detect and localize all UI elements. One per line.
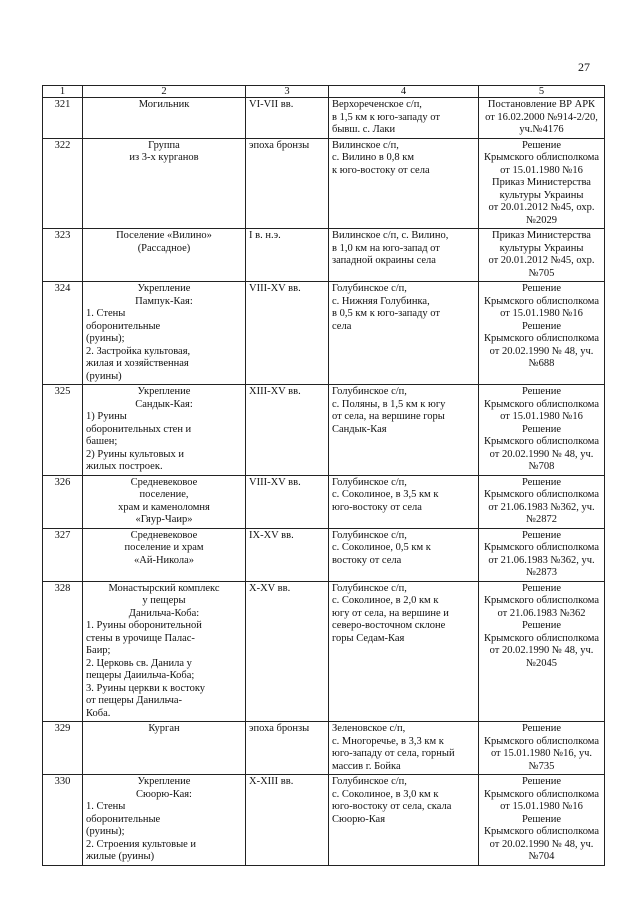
period-cell: VI-VII вв. <box>246 98 329 139</box>
name-line: жилые (руины) <box>86 851 155 862</box>
location-line: с. Соколиное, в 3,0 км к <box>332 788 439 800</box>
location-line: западной окраины села <box>332 255 436 266</box>
document-line: Решение <box>521 139 561 151</box>
name-line: 1. Руины оборонительной <box>86 620 202 631</box>
period-cell: эпоха бронзы <box>246 722 329 775</box>
location-cell <box>329 229 479 282</box>
document-cell <box>479 475 605 528</box>
row-number-cell: 328 <box>43 581 83 722</box>
document-line: от 15.01.1980 №16 <box>500 411 583 422</box>
location-line: Голубинское с/п, <box>332 283 407 294</box>
location-line: с. Соколиное, в 2,0 км к <box>332 595 439 606</box>
name-line: Данильча-Коба: <box>128 607 200 619</box>
location-line: юго-западу от села, горный <box>332 748 455 759</box>
location-cell <box>329 138 479 229</box>
table-row <box>43 229 605 282</box>
name-line: (руины) <box>86 370 122 382</box>
period-cell: XIII-XV вв. <box>246 385 329 476</box>
document-line: Крымского облисполкома <box>483 152 600 163</box>
document-line: Крымского облисполкома <box>483 788 600 800</box>
location-line: Голубинское с/п, <box>332 476 407 488</box>
document-line: от 21.06.1983 №362, уч.№2872 <box>488 501 595 525</box>
document-line: Постановление ВР АРК <box>487 99 596 110</box>
location-line: юго-востоку от села <box>332 501 422 513</box>
name-line: (руины); <box>86 333 125 344</box>
monument-name-cell <box>83 775 246 866</box>
document-line: Крымского облисполкома <box>483 595 600 606</box>
name-line: оборонительные <box>86 320 161 332</box>
name-line: «Ай-Никола» <box>134 554 194 566</box>
document-line: уч.№4176 <box>519 124 564 135</box>
name-line: поселение и храм <box>124 542 204 553</box>
document-line: Решение <box>521 423 561 435</box>
monument-name-cell <box>83 229 246 282</box>
location-line: Вилинское с/п, с. Вилино, <box>332 230 449 241</box>
location-line: Сандык-Кая <box>332 423 387 435</box>
name-line: 2. Застройка культовая, <box>86 345 191 357</box>
row-number-cell: 326 <box>43 475 83 528</box>
document-line: Крымского облисполкома <box>483 333 600 344</box>
name-line: 2. Церковь св. Данилa у <box>86 657 192 669</box>
location-line: с. Многоречье, в 3,3 км к <box>332 735 444 747</box>
location-line: югу от села, на вершине и <box>332 607 449 619</box>
document-cell <box>479 98 605 139</box>
location-line: в 1,5 км к юго-западу от <box>332 111 440 123</box>
location-cell <box>329 282 479 385</box>
period-cell: X-XIII вв. <box>246 775 329 866</box>
document-line: Крымского облисполкома <box>483 632 600 644</box>
period-cell: VIII-XV вв. <box>246 475 329 528</box>
monument-name-cell <box>83 722 246 775</box>
document-cell <box>479 282 605 385</box>
document-line: от 21.06.1983 №362, уч.№2873 <box>488 554 595 578</box>
name-line: Пампук-Кая: <box>135 295 193 307</box>
document-line: от 15.01.1980 №16 <box>500 801 583 812</box>
location-line: с. Соколиное, 0,5 км к <box>332 542 431 553</box>
location-cell <box>329 475 479 528</box>
document-line: Крымского облисполкома <box>483 542 600 553</box>
table-row <box>43 581 605 722</box>
document-line: Крымского облисполкома <box>483 398 600 410</box>
period-cell: VIII-XV вв. <box>246 282 329 385</box>
document-line: от 20.02.1990 № 48, уч.№2045 <box>489 645 594 669</box>
name-line: Баир; <box>86 645 111 656</box>
name-line: башен; <box>86 436 118 447</box>
monument-name-cell <box>83 138 246 229</box>
location-line: горы Седам-Кая <box>332 632 405 644</box>
name-line: Поселение «Вилино» <box>116 230 212 241</box>
name-line: оборонительные <box>86 813 161 825</box>
document-line: Крымского облисполкома <box>483 436 600 447</box>
row-number-cell: 323 <box>43 229 83 282</box>
monument-name-cell <box>83 581 246 722</box>
location-line: Голубинское с/п, <box>332 582 407 594</box>
document-line: культуры Украины <box>499 242 584 254</box>
location-cell <box>329 581 479 722</box>
name-line: Монастырский комплекс <box>108 582 220 594</box>
name-line: 1. Стены <box>86 308 126 319</box>
table-row <box>43 282 605 385</box>
document-line: Решение <box>521 283 561 294</box>
monument-name-cell <box>83 98 246 139</box>
name-line: 2) Руины культовых и <box>86 448 184 460</box>
document-line: Крымского облисполкома <box>483 489 600 500</box>
name-line: 1. Стены <box>86 801 126 812</box>
table-row <box>43 528 605 581</box>
name-line: у пещеры <box>142 595 186 606</box>
location-line: от села, на вершине горы <box>332 411 445 422</box>
document-cell <box>479 385 605 476</box>
table-row <box>43 385 605 476</box>
name-line: стены в урочище Палас- <box>86 632 195 644</box>
document-line: Решение <box>521 813 561 825</box>
row-number-cell: 330 <box>43 775 83 866</box>
name-line: Средневековое <box>130 476 198 488</box>
column-header: 2 <box>83 86 246 98</box>
location-cell <box>329 385 479 476</box>
location-line: Голубинское с/п, <box>332 529 407 541</box>
location-line: к юго-востоку от села <box>332 164 430 176</box>
document-line: Решение <box>521 582 561 594</box>
location-line: Вилинское с/п, <box>332 139 399 151</box>
location-line: в 1,0 км на юго-запад от <box>332 242 440 254</box>
location-line: Голубинское с/п, <box>332 386 407 397</box>
location-line: юго-востоку от села, скала <box>332 801 452 812</box>
monument-name-cell <box>83 385 246 476</box>
monument-name-cell <box>83 475 246 528</box>
location-line: востоку от села <box>332 554 402 566</box>
period-cell: X-XV вв. <box>246 581 329 722</box>
location-line: бывш. с. Лаки <box>332 124 396 135</box>
name-line: храм и каменоломня <box>118 501 210 513</box>
location-cell <box>329 98 479 139</box>
row-number-cell: 327 <box>43 528 83 581</box>
row-number-cell: 321 <box>43 98 83 139</box>
location-line: с. Нижняя Голубинка, <box>332 295 430 307</box>
document-cell <box>479 581 605 722</box>
row-number-cell: 324 <box>43 282 83 385</box>
name-line: «Гяур-Чаир» <box>135 514 193 525</box>
document-line: Крымского облисполкома <box>483 295 600 307</box>
document-line: Приказ Министерства <box>492 230 591 241</box>
name-line: жилых построек. <box>86 461 163 472</box>
name-line: оборонительных стен и <box>86 423 192 435</box>
document-cell <box>479 775 605 866</box>
period-cell: IX-XV вв. <box>246 528 329 581</box>
location-line: Верхореченское с/п, <box>332 99 422 110</box>
document-line: Крымского облисполкома <box>483 826 600 837</box>
document-line: от 21.06.1983 №362 <box>497 607 586 619</box>
document-line: от 15.01.1980 №16 <box>500 308 583 319</box>
document-cell <box>479 528 605 581</box>
name-line: Укрепление <box>137 776 191 787</box>
name-line: Группа <box>148 139 180 151</box>
period-cell: эпоха бронзы <box>246 138 329 229</box>
period-cell: I в. н.э. <box>246 229 329 282</box>
location-line: Зеленовское с/п, <box>332 723 406 734</box>
name-line: поселение, <box>139 489 189 500</box>
name-line: жилая и хозяйственная <box>86 358 189 369</box>
location-line: Сюорю-Кая <box>332 813 386 825</box>
row-number-cell: 329 <box>43 722 83 775</box>
name-line: пещеры Даиильча-Коба; <box>86 670 195 681</box>
document-line: культуры Украины <box>499 189 584 201</box>
location-line: с. Поляны, в 1,5 км к югу <box>332 398 446 410</box>
location-line: села <box>332 320 352 332</box>
document-line: Решение <box>521 776 561 787</box>
table-row <box>43 138 605 229</box>
document-line: Приказ Министерства <box>492 177 591 188</box>
name-line: 3. Руины церкви к востоку <box>86 682 206 694</box>
location-line: с. Соколиное, в 3,5 км к <box>332 489 439 500</box>
column-header: 3 <box>246 86 329 98</box>
location-cell <box>329 775 479 866</box>
document-line: от 20.02.1990 № 48, уч.№688 <box>489 345 594 369</box>
name-line: 1) Руины <box>86 411 127 422</box>
document-line: от 16.02.2000 №914-2/20, <box>485 111 598 123</box>
location-line: северо-восточном склоне <box>332 620 446 631</box>
location-line: массив г. Бойка <box>332 760 401 772</box>
document-line: Решение <box>521 620 561 631</box>
name-line: Могильник <box>138 99 190 110</box>
table-body <box>43 98 605 866</box>
column-header: 1 <box>43 86 83 98</box>
name-line: Коба. <box>86 707 111 719</box>
monument-name-cell <box>83 528 246 581</box>
location-cell <box>329 528 479 581</box>
row-number-cell: 325 <box>43 385 83 476</box>
document-line: Решение <box>521 476 561 488</box>
document-line: от 15.01.1980 №16 <box>500 164 583 176</box>
name-line: Сюорю-Кая: <box>136 788 192 800</box>
monuments-table <box>42 85 605 866</box>
monument-name-cell <box>83 282 246 385</box>
document-line: Решение <box>521 529 561 541</box>
document-line: Решение <box>521 386 561 397</box>
document-line: Решение <box>521 723 561 734</box>
name-line: Укрепление <box>137 386 191 397</box>
location-line: в 0,5 км к юго-западу от <box>332 308 440 319</box>
name-line: Курган <box>148 723 180 734</box>
name-line: от пещеры Данильча- <box>86 695 183 706</box>
table-row <box>43 722 605 775</box>
location-line: с. Вилино в 0,8 км <box>332 152 414 163</box>
document-cell <box>479 229 605 282</box>
name-line: (Рассадное) <box>137 242 191 254</box>
table-row <box>43 775 605 866</box>
document-line: от 15.01.1980 №16, уч.№735 <box>490 748 593 772</box>
document-line: Крымского облисполкома <box>483 735 600 747</box>
document-line: от 20.01.2012 №45, охр.№705 <box>488 255 595 279</box>
table-row <box>43 475 605 528</box>
document-cell <box>479 138 605 229</box>
name-line: Средневековое <box>130 529 198 541</box>
document-line: от 20.02.1990 № 48, уч.№704 <box>489 838 594 862</box>
location-line: Голубинское с/п, <box>332 776 407 787</box>
document-line: Решение <box>521 320 561 332</box>
name-line: (руины); <box>86 826 125 837</box>
column-header: 5 <box>479 86 605 98</box>
header-row <box>43 86 605 98</box>
name-line: 2. Строения культовые и <box>86 838 197 850</box>
row-number-cell: 322 <box>43 138 83 229</box>
page-number: 27 <box>578 60 590 74</box>
table-row <box>43 98 605 139</box>
column-header: 4 <box>329 86 479 98</box>
document-cell <box>479 722 605 775</box>
name-line: Укрепление <box>137 283 191 294</box>
location-cell <box>329 722 479 775</box>
document-line: от 20.01.2012 №45, охр.№2029 <box>488 202 595 226</box>
name-line: Сандык-Кая: <box>135 398 193 410</box>
document-line: от 20.02.1990 № 48, уч.№708 <box>489 448 594 472</box>
name-line: из 3-х курганов <box>129 152 199 163</box>
